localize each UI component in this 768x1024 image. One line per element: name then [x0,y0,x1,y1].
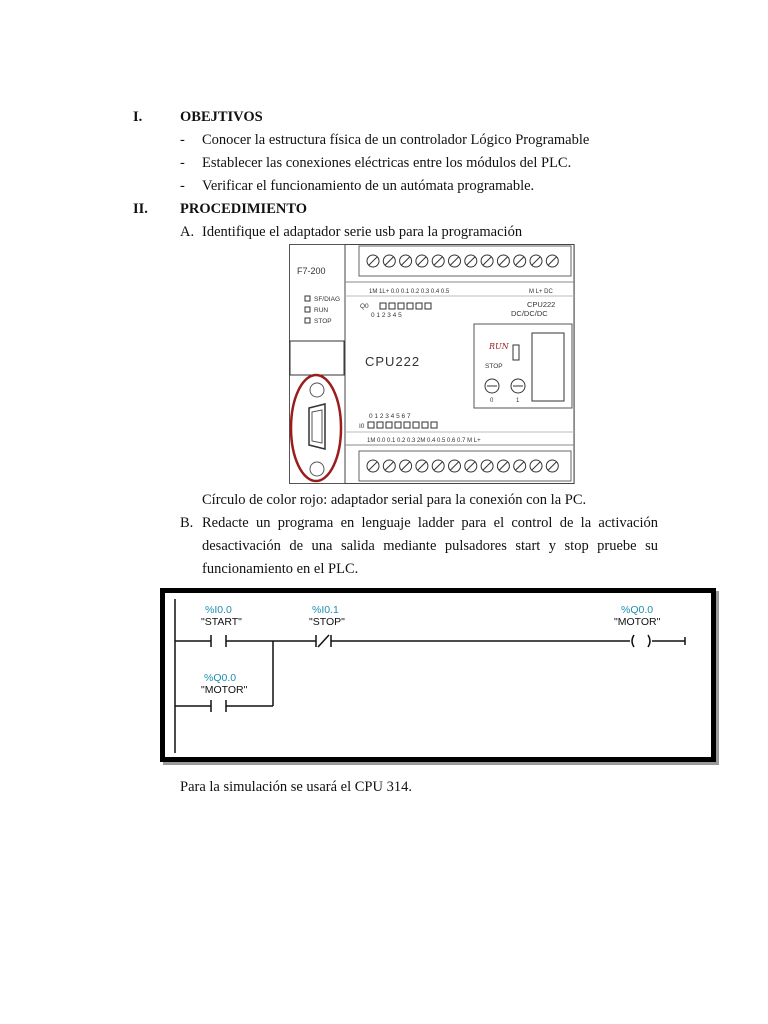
section-heading-objetivos: OBEJTIVOS [180,109,263,125]
coil-motor-address: %Q0.0 [621,604,654,616]
contact-motor-address: %Q0.0 [204,672,237,684]
contact-stop-slash [318,635,329,647]
step-b-line-2: desactivación de una salida mediante pulsadores start y stop pruebe su [202,538,658,554]
contact-motor-tag: "MOTOR" [201,684,248,696]
q0-label: Q0 [360,303,369,310]
section-numeral-2: II. [133,201,148,217]
step-letter-b: B. [180,515,194,531]
bullet-dash: - [180,155,185,171]
section-numeral-1: I. [133,109,143,125]
contact-start-tag: "START" [201,616,242,628]
objective-item-2: Establecer las conexiones eléctricas entre los módulos del PLC. [202,155,572,171]
objective-item-1: Conocer la estructura física de un controlador Lógico Programable [202,132,590,148]
step-b-line-1: Redacte un programa en lenguaje ladder para el control de la activación [202,515,658,531]
stop-label: STOP [485,363,503,370]
bottom-terminal-labels: 1M 0.0 0.1 0.2 0.3 2M 0.4 0.5 0.6 0.7 M L+ [367,438,481,444]
footer-note: Para la simulación se usará el CPU 314. [180,779,412,795]
q0-digits: 0 1 2 3 4 5 [371,312,402,319]
bullet-dash: - [180,132,185,148]
cover-flap [290,341,344,375]
led-label-run: RUN [314,307,329,314]
led-label-stop: STOP [314,318,332,325]
pot-label-0: 0 [490,398,494,404]
plc-model-top: F7-200 [297,266,326,276]
coil-motor-right [648,635,650,647]
contact-stop-tag: "STOP" [309,616,345,628]
step-letter-a: A. [180,224,195,240]
figure-caption: Círculo de color rojo: adaptador serial para la conexión con la PC. [202,492,587,508]
handwritten-run: RUN [489,342,509,351]
top-terminal-labels: 1M 1L+ 0.0 0.1 0.2 0.3 0.4 0.5 [369,289,450,295]
coil-motor-left [632,635,634,647]
section-heading-procedimiento: PROCEDIMIENTO [180,201,308,217]
top-terminal-labels-right: M L+ DC [529,289,553,295]
cpu-name: CPU222 [365,354,421,369]
contact-start-address: %I0.0 [205,604,232,616]
bullet-dash: - [180,178,185,194]
i0-label: I0 [359,423,365,430]
ladder-diagram [160,588,716,762]
contact-stop-address: %I0.1 [312,604,339,616]
cpu-power-label: DC/DC/DC [511,309,548,318]
led-label-sf-diag: SF/DIAG [314,296,341,303]
step-a-text: Identifique el adaptador serie usb para la programación [202,224,523,240]
plc-cpu222-figure [289,244,575,484]
pot-label-1: 1 [516,398,520,404]
i0-digits: 0 1 2 3 4 5 6 7 [369,413,411,420]
objective-item-3: Verificar el funcionamiento de un autómata programable. [202,178,535,194]
step-b-line-3: funcionamiento en el PLC. [202,561,359,577]
cpu-model-label: CPU222 [527,300,556,309]
coil-motor-tag: "MOTOR" [614,616,661,628]
